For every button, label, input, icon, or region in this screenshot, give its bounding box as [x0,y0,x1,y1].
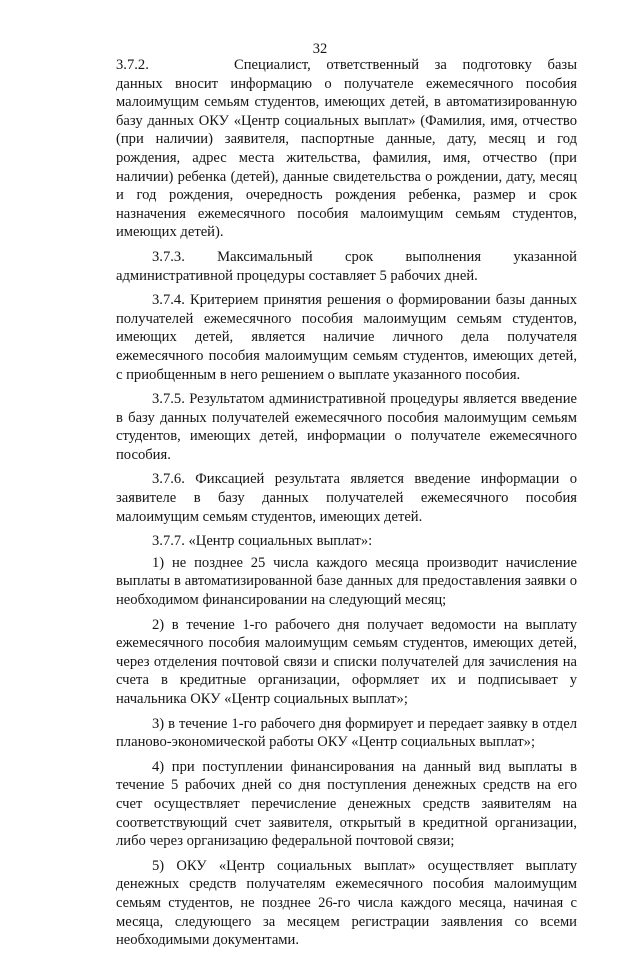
paragraph-text: Специалист, ответственный за подготовку базы данных вносит информацию о получателе ежемесячного пособия малоимущим семьям студентов, имеющих детей, в автоматизированную базу данных ОКУ «Центр социальных выплат» (Фамилия, имя, отчество (при наличии) заявителя, паспортные данные, дату, месяц и год рождения, адрес места жительства, фамилия, имя, отчество (при наличии) ребенка (детей), данные свидетельства о рождении, дату, месяц и год рождения, очередность рождения ребенка, размер и срок назначения ежемесячного пособия малоимущим семьям студентов, имеющих детей). [116,57,577,241]
paragraph-3-7-7: 3.7.7. «Центр социальных выплат»: [152,533,373,550]
list-item-1: 1) не позднее 25 числа каждого месяца производит начисление выплаты в автоматизированной базе данных для предоставления заявки о необходимом финансировании на следующий месяц; [116,554,577,609]
paragraph-3-7-5: 3.7.5. Результатом административной процедуры является введение в базу данных получателей ежемесячного пособия малоимущим семьям студентов, имеющих детей, информации о получателе ежемесячного пособия. [116,391,577,463]
paragraph-3-7-6: 3.7.6. Фиксацией результата является введение информации о заявителе в базу данных получателей ежемесячного пособия малоимущим семьям студентов, имеющих детей. [116,471,577,525]
document-body [116,56,577,956]
paragraph-3-7-4: 3.7.4. Критерием принятия решения о формировании базы данных получателей ежемесячного пособия малоимущим семьям студентов, имеющих детей, является наличие личного дела получателя ежемесячного пособия малоимущим семьям студентов, имеющих детей, с приобщенным в него решением о выплате указанного пособия. [116,292,577,383]
list-item-5: 5) ОКУ «Центр социальных выплат» осуществляет выплату денежных средств получателям ежемесячного пособия малоимущим семьям студентов, не позднее 26-го числа каждого месяца, начиная с месяца, следующего за месяцем регистрации заявления со всеми необходимыми документами. [116,857,577,949]
page-number: 32 [312,41,328,57]
paragraph-number: 3.7.2. [116,57,149,73]
paragraph-3-7-3: 3.7.3. Максимальный срок выполнения указанной административной процедуры составляет 5 рабочих дней. [116,248,577,284]
paragraph-3-7-2 [116,56,577,242]
list-item-2: 2) в течение 1-го рабочего дня получает ведомости на выплату ежемесячного пособия малоимущим семьям студентов, имеющих детей, через отделения почтовой связи и списки получателей для зачисления на счета в кредитные организации, оформляет их и подписывает у начальника ОКУ «Центр социальных выплат»; [116,616,577,707]
list-item-3: 3) в течение 1-го рабочего дня формирует и передает заявку в отдел планово-экономической работы ОКУ «Центр социальных выплат»; [116,715,577,751]
list-item-4: 4) при поступлении финансирования на данный вид выплаты в течение 5 рабочих дней со дня поступления денежных средств на его счет осуществляет перечисление денежных средств заявителям на соответствующий счет заявителя, открытый в кредитной организации, либо через организацию федеральной почтовой связи; [116,758,577,850]
